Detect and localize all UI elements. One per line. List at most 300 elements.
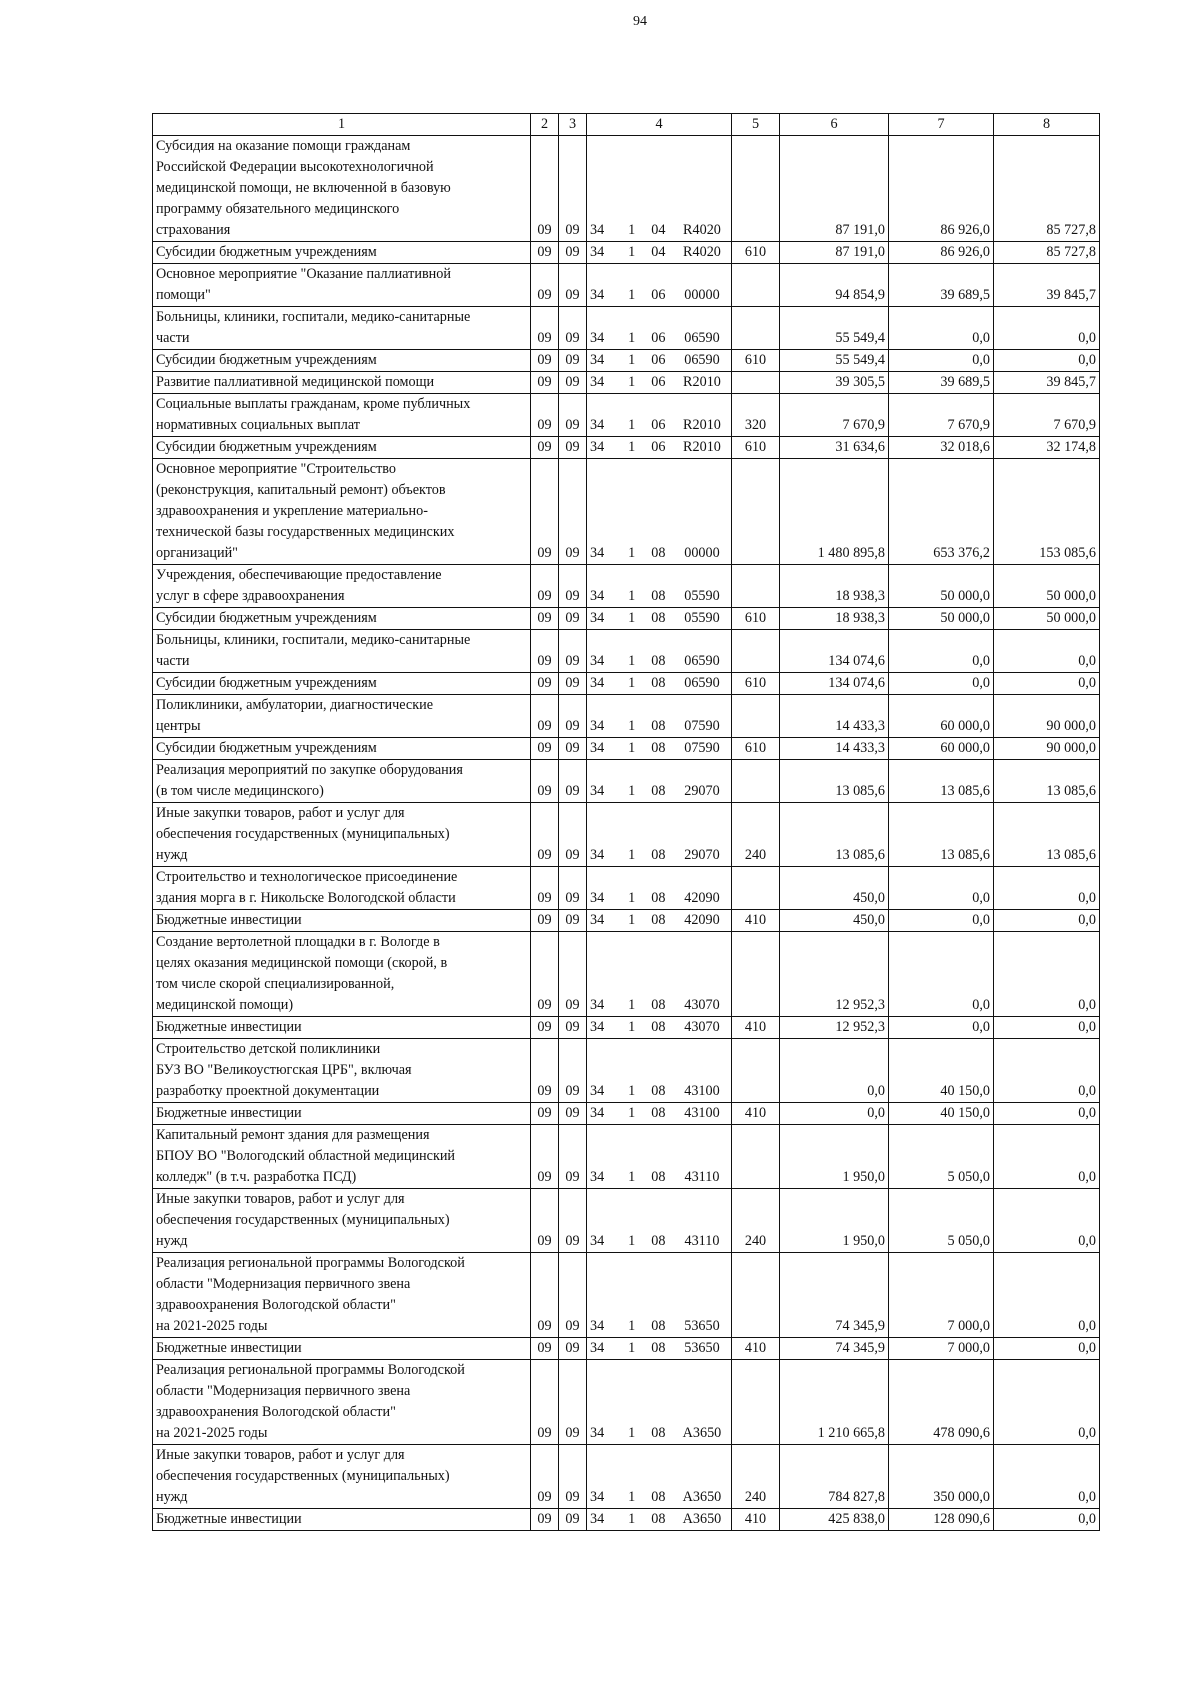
row-name-line: Социальные выплаты гражданам, кроме публичных bbox=[156, 396, 471, 412]
amount-col8: 0,0 bbox=[994, 867, 1100, 910]
amount-col8: 0,0 bbox=[994, 1103, 1100, 1125]
row-name-cell bbox=[153, 673, 531, 695]
row-name-line: БУЗ ВО "Великоустюгская ЦРБ", включая bbox=[156, 1062, 412, 1078]
target-code-part: 08 bbox=[651, 1169, 666, 1185]
amount-col8: 85 727,8 bbox=[994, 136, 1100, 242]
target-code-part: 34 bbox=[590, 653, 605, 669]
table-row bbox=[153, 459, 1100, 565]
row-name-line: области "Модернизация первичного звена bbox=[156, 1383, 411, 1399]
target-code-part: 1 bbox=[628, 783, 636, 799]
target-code-part: 53650 bbox=[684, 1340, 720, 1356]
target-code-part: 53650 bbox=[684, 1318, 720, 1334]
code-col3: 09 bbox=[559, 372, 587, 394]
target-code-cell bbox=[587, 307, 732, 350]
amount-col7: 40 150,0 bbox=[889, 1039, 994, 1103]
target-code-part: 34 bbox=[590, 847, 605, 863]
row-name-line: Строительство и технологическое присоединение bbox=[156, 869, 458, 885]
expense-type-cell: 240 bbox=[732, 1445, 780, 1509]
code-col3: 09 bbox=[559, 242, 587, 264]
target-code-part: 43070 bbox=[684, 1019, 720, 1035]
target-code-cell bbox=[587, 738, 732, 760]
code-col2: 09 bbox=[531, 1253, 559, 1338]
row-name-cell bbox=[153, 803, 531, 867]
target-code-part: 08 bbox=[651, 912, 666, 928]
target-code-part: 08 bbox=[651, 997, 666, 1013]
amount-col8: 0,0 bbox=[994, 1039, 1100, 1103]
target-code-cell bbox=[587, 242, 732, 264]
expense-type-cell bbox=[732, 136, 780, 242]
code-col2: 09 bbox=[531, 932, 559, 1017]
amount-col8: 0,0 bbox=[994, 350, 1100, 372]
amount-col7: 7 000,0 bbox=[889, 1338, 994, 1360]
target-code-cell bbox=[587, 1189, 732, 1253]
row-name-cell bbox=[153, 307, 531, 350]
target-code-part: 29070 bbox=[684, 783, 720, 799]
target-code-part: 08 bbox=[651, 653, 666, 669]
row-name-cell bbox=[153, 394, 531, 437]
target-code-part: 00000 bbox=[684, 545, 720, 561]
target-code-part: 06590 bbox=[684, 653, 720, 669]
target-code-cell bbox=[587, 565, 732, 608]
row-name-line: центры bbox=[156, 718, 201, 734]
row-name-cell bbox=[153, 437, 531, 459]
target-code-part: 43110 bbox=[684, 1233, 720, 1249]
page-number: 94 bbox=[633, 14, 647, 29]
row-name-cell bbox=[153, 910, 531, 932]
target-code-part: 06590 bbox=[684, 330, 720, 346]
amount-col8: 39 845,7 bbox=[994, 264, 1100, 307]
target-code-part: 1 bbox=[628, 588, 636, 604]
row-name-line: том числе скорой специализированной, bbox=[156, 976, 395, 992]
target-code-part: 34 bbox=[590, 244, 605, 260]
target-code-part: 08 bbox=[651, 1511, 666, 1527]
header-cell: 7 bbox=[889, 114, 994, 136]
row-name-cell bbox=[153, 1189, 531, 1253]
code-col3: 09 bbox=[559, 264, 587, 307]
code-col3: 09 bbox=[559, 803, 587, 867]
row-name-line: БПОУ ВО "Вологодский областной медицинский bbox=[156, 1148, 456, 1164]
target-code-part: 08 bbox=[651, 890, 666, 906]
header-cell: 6 bbox=[780, 114, 889, 136]
target-code-part: А3650 bbox=[682, 1489, 722, 1505]
target-code-part: 1 bbox=[628, 997, 636, 1013]
target-code-cell bbox=[587, 1253, 732, 1338]
table-row bbox=[153, 1103, 1100, 1125]
target-code-part: 08 bbox=[651, 1489, 666, 1505]
row-name-line: Субсидии бюджетным учреждениям bbox=[156, 244, 377, 260]
header-cell: 1 bbox=[153, 114, 531, 136]
row-name-line: на 2021-2025 годы bbox=[156, 1425, 268, 1441]
amount-col6: 87 191,0 bbox=[780, 136, 889, 242]
table-row bbox=[153, 608, 1100, 630]
table-row bbox=[153, 136, 1100, 242]
code-col2: 09 bbox=[531, 1039, 559, 1103]
amount-col6: 450,0 bbox=[780, 910, 889, 932]
table-row bbox=[153, 803, 1100, 867]
row-name-cell bbox=[153, 1017, 531, 1039]
target-code-part: 34 bbox=[590, 330, 605, 346]
target-code-part: 06 bbox=[651, 352, 666, 368]
target-code-part: 1 bbox=[628, 1019, 636, 1035]
target-code-part: 07590 bbox=[684, 740, 720, 756]
expense-type-cell: 240 bbox=[732, 1189, 780, 1253]
target-code-part: 43070 bbox=[684, 997, 720, 1013]
row-name-line: нужд bbox=[156, 847, 188, 863]
row-name-line: области "Модернизация первичного звена bbox=[156, 1276, 411, 1292]
row-name-line: услуг в сфере здравоохранения bbox=[156, 588, 345, 604]
code-col2: 09 bbox=[531, 1189, 559, 1253]
table-row bbox=[153, 1125, 1100, 1189]
amount-col8: 0,0 bbox=[994, 910, 1100, 932]
target-code-part: 1 bbox=[628, 439, 636, 455]
target-code-cell bbox=[587, 803, 732, 867]
row-name-cell bbox=[153, 242, 531, 264]
amount-col7: 0,0 bbox=[889, 307, 994, 350]
target-code-cell bbox=[587, 1017, 732, 1039]
target-code-part: 34 bbox=[590, 439, 605, 455]
target-code-part: 1 bbox=[628, 740, 636, 756]
amount-col6: 425 838,0 bbox=[780, 1509, 889, 1531]
code-col2: 09 bbox=[531, 350, 559, 372]
target-code-cell bbox=[587, 264, 732, 307]
code-col2: 09 bbox=[531, 459, 559, 565]
code-col3: 09 bbox=[559, 394, 587, 437]
amount-col6: 134 074,6 bbox=[780, 673, 889, 695]
target-code-part: 08 bbox=[651, 1083, 666, 1099]
row-name-line: Реализация региональной программы Вологодской bbox=[156, 1255, 465, 1271]
code-col2: 09 bbox=[531, 1509, 559, 1531]
table-row bbox=[153, 760, 1100, 803]
target-code-part: 1 bbox=[628, 1169, 636, 1185]
target-code-part: 1 bbox=[628, 1233, 636, 1249]
row-name-line: здравоохранения и укрепление материально- bbox=[156, 503, 428, 519]
code-col2: 09 bbox=[531, 867, 559, 910]
target-code-part: 34 bbox=[590, 352, 605, 368]
amount-col7: 5 050,0 bbox=[889, 1125, 994, 1189]
target-code-part: R2010 bbox=[683, 374, 721, 390]
code-col2: 09 bbox=[531, 437, 559, 459]
target-code-part: 34 bbox=[590, 675, 605, 691]
amount-col7: 653 376,2 bbox=[889, 459, 994, 565]
table-row bbox=[153, 738, 1100, 760]
target-code-part: 08 bbox=[651, 1318, 666, 1334]
row-name-line: Бюджетные инвестиции bbox=[156, 1105, 302, 1121]
amount-col8: 32 174,8 bbox=[994, 437, 1100, 459]
target-code-part: 1 bbox=[628, 374, 636, 390]
expense-type-cell: 410 bbox=[732, 1338, 780, 1360]
code-col2: 09 bbox=[531, 1103, 559, 1125]
row-name-cell bbox=[153, 630, 531, 673]
row-name-line: Российской Федерации высокотехнологичной bbox=[156, 159, 434, 175]
target-code-cell bbox=[587, 459, 732, 565]
row-name-line: Основное мероприятие "Строительство bbox=[156, 461, 396, 477]
amount-col8: 50 000,0 bbox=[994, 608, 1100, 630]
target-code-part: 08 bbox=[651, 740, 666, 756]
code-col2: 09 bbox=[531, 1017, 559, 1039]
amount-col8: 0,0 bbox=[994, 1017, 1100, 1039]
table-row bbox=[153, 1017, 1100, 1039]
target-code-part: 34 bbox=[590, 1019, 605, 1035]
code-col3: 09 bbox=[559, 932, 587, 1017]
amount-col6: 55 549,4 bbox=[780, 307, 889, 350]
target-code-part: 34 bbox=[590, 1489, 605, 1505]
target-code-cell bbox=[587, 1360, 732, 1445]
expense-type-cell: 610 bbox=[732, 608, 780, 630]
target-code-part: 34 bbox=[590, 1169, 605, 1185]
amount-col6: 12 952,3 bbox=[780, 1017, 889, 1039]
row-name-line: на 2021-2025 годы bbox=[156, 1318, 268, 1334]
expense-type-cell: 610 bbox=[732, 242, 780, 264]
row-name-line: разработку проектной документации bbox=[156, 1083, 380, 1099]
table-row bbox=[153, 350, 1100, 372]
row-name-line: здравоохранения Вологодской области" bbox=[156, 1297, 396, 1313]
amount-col8: 153 085,6 bbox=[994, 459, 1100, 565]
amount-col6: 39 305,5 bbox=[780, 372, 889, 394]
amount-col6: 450,0 bbox=[780, 867, 889, 910]
target-code-part: 34 bbox=[590, 890, 605, 906]
row-name-line: Больницы, клиники, госпитали, медико-санитарные bbox=[156, 632, 471, 648]
code-col2: 09 bbox=[531, 630, 559, 673]
row-name-line: Создание вертолетной площадки в г. Вологде в bbox=[156, 934, 440, 950]
code-col3: 09 bbox=[559, 738, 587, 760]
row-name-line: здания морга в г. Никольске Вологодской области bbox=[156, 890, 456, 906]
amount-col8: 0,0 bbox=[994, 1125, 1100, 1189]
target-code-part: 08 bbox=[651, 1425, 666, 1441]
code-col3: 09 bbox=[559, 1253, 587, 1338]
row-name-cell bbox=[153, 350, 531, 372]
target-code-part: 34 bbox=[590, 1318, 605, 1334]
row-name-line: технической базы государственных медицинских bbox=[156, 524, 455, 540]
row-name-line: колледж" (в т.ч. разработка ПСД) bbox=[156, 1169, 357, 1185]
row-name-cell bbox=[153, 738, 531, 760]
amount-col6: 13 085,6 bbox=[780, 803, 889, 867]
amount-col6: 18 938,3 bbox=[780, 608, 889, 630]
table-row bbox=[153, 910, 1100, 932]
code-col3: 09 bbox=[559, 910, 587, 932]
amount-col6: 1 950,0 bbox=[780, 1125, 889, 1189]
table-row bbox=[153, 673, 1100, 695]
row-name-line: нормативных социальных выплат bbox=[156, 417, 360, 433]
table-row bbox=[153, 1445, 1100, 1509]
target-code-part: 06 bbox=[651, 330, 666, 346]
header-cell: 4 bbox=[587, 114, 732, 136]
amount-col7: 86 926,0 bbox=[889, 242, 994, 264]
target-code-part: 34 bbox=[590, 610, 605, 626]
row-name-line: Реализация региональной программы Вологодской bbox=[156, 1362, 465, 1378]
row-name-line: Развитие паллиативной медицинской помощи bbox=[156, 374, 435, 390]
target-code-part: 1 bbox=[628, 718, 636, 734]
code-col2: 09 bbox=[531, 1338, 559, 1360]
amount-col6: 55 549,4 bbox=[780, 350, 889, 372]
table-row bbox=[153, 932, 1100, 1017]
target-code-cell bbox=[587, 1338, 732, 1360]
row-name-cell bbox=[153, 1338, 531, 1360]
amount-col6: 1 950,0 bbox=[780, 1189, 889, 1253]
target-code-cell bbox=[587, 1445, 732, 1509]
expense-type-cell bbox=[732, 630, 780, 673]
amount-col8: 13 085,6 bbox=[994, 803, 1100, 867]
code-col2: 09 bbox=[531, 910, 559, 932]
expense-type-cell: 410 bbox=[732, 1509, 780, 1531]
row-name-line: нужд bbox=[156, 1489, 188, 1505]
amount-col7: 60 000,0 bbox=[889, 695, 994, 738]
target-code-cell bbox=[587, 394, 732, 437]
target-code-part: 1 bbox=[628, 1489, 636, 1505]
amount-col6: 14 433,3 bbox=[780, 738, 889, 760]
expense-type-cell bbox=[732, 867, 780, 910]
code-col2: 09 bbox=[531, 264, 559, 307]
row-name-line: Бюджетные инвестиции bbox=[156, 1340, 302, 1356]
code-col3: 09 bbox=[559, 1509, 587, 1531]
table-row bbox=[153, 307, 1100, 350]
amount-col7: 39 689,5 bbox=[889, 372, 994, 394]
table-row bbox=[153, 242, 1100, 264]
target-code-part: 1 bbox=[628, 653, 636, 669]
expense-type-cell: 610 bbox=[732, 673, 780, 695]
code-col3: 09 bbox=[559, 673, 587, 695]
header-cell: 8 bbox=[994, 114, 1100, 136]
amount-col7: 50 000,0 bbox=[889, 608, 994, 630]
row-name-line: Иные закупки товаров, работ и услуг для bbox=[156, 1191, 405, 1207]
row-name-line: части bbox=[156, 330, 190, 346]
row-name-cell bbox=[153, 867, 531, 910]
target-code-part: 08 bbox=[651, 1340, 666, 1356]
code-col3: 09 bbox=[559, 1017, 587, 1039]
target-code-part: А3650 bbox=[682, 1511, 722, 1527]
target-code-part: 42090 bbox=[684, 890, 720, 906]
target-code-part: 1 bbox=[628, 610, 636, 626]
expense-type-cell bbox=[732, 1360, 780, 1445]
code-col3: 09 bbox=[559, 1103, 587, 1125]
target-code-cell bbox=[587, 760, 732, 803]
code-col3: 09 bbox=[559, 437, 587, 459]
code-col3: 09 bbox=[559, 1360, 587, 1445]
amount-col8: 0,0 bbox=[994, 1360, 1100, 1445]
target-code-cell bbox=[587, 932, 732, 1017]
target-code-part: 08 bbox=[651, 588, 666, 604]
amount-col7: 0,0 bbox=[889, 673, 994, 695]
target-code-part: 04 bbox=[651, 222, 666, 238]
amount-col7: 13 085,6 bbox=[889, 760, 994, 803]
table-row bbox=[153, 630, 1100, 673]
amount-col7: 478 090,6 bbox=[889, 1360, 994, 1445]
target-code-part: 42090 bbox=[684, 912, 720, 928]
amount-col8: 0,0 bbox=[994, 630, 1100, 673]
row-name-line: Субсидии бюджетным учреждениям bbox=[156, 439, 377, 455]
target-code-part: 06590 bbox=[684, 352, 720, 368]
expense-type-cell bbox=[732, 565, 780, 608]
amount-col8: 0,0 bbox=[994, 1338, 1100, 1360]
target-code-part: 07590 bbox=[684, 718, 720, 734]
target-code-part: 06 bbox=[651, 439, 666, 455]
target-code-cell bbox=[587, 350, 732, 372]
row-name-line: части bbox=[156, 653, 190, 669]
target-code-part: 43110 bbox=[684, 1169, 720, 1185]
target-code-part: А3650 bbox=[682, 1425, 722, 1441]
amount-col7: 7 670,9 bbox=[889, 394, 994, 437]
row-name-cell bbox=[153, 1253, 531, 1338]
code-col3: 09 bbox=[559, 459, 587, 565]
target-code-part: 34 bbox=[590, 783, 605, 799]
budget-table bbox=[152, 113, 1100, 1531]
table-row bbox=[153, 437, 1100, 459]
code-col2: 09 bbox=[531, 738, 559, 760]
table-row bbox=[153, 867, 1100, 910]
table-row bbox=[153, 1509, 1100, 1531]
code-col2: 09 bbox=[531, 394, 559, 437]
amount-col7: 7 000,0 bbox=[889, 1253, 994, 1338]
header-cell: 5 bbox=[732, 114, 780, 136]
amount-col8: 85 727,8 bbox=[994, 242, 1100, 264]
expense-type-cell: 410 bbox=[732, 910, 780, 932]
amount-col7: 0,0 bbox=[889, 867, 994, 910]
row-name-line: Субсидии бюджетным учреждениям bbox=[156, 740, 377, 756]
code-col3: 09 bbox=[559, 867, 587, 910]
target-code-cell bbox=[587, 1509, 732, 1531]
expense-type-cell bbox=[732, 1039, 780, 1103]
target-code-part: 34 bbox=[590, 588, 605, 604]
target-code-part: 05590 bbox=[684, 610, 720, 626]
amount-col7: 86 926,0 bbox=[889, 136, 994, 242]
row-name-line: Бюджетные инвестиции bbox=[156, 1019, 302, 1035]
amount-col7: 0,0 bbox=[889, 630, 994, 673]
target-code-part: 00000 bbox=[684, 287, 720, 303]
target-code-cell bbox=[587, 867, 732, 910]
amount-col7: 13 085,6 bbox=[889, 803, 994, 867]
table-row bbox=[153, 695, 1100, 738]
target-code-cell bbox=[587, 1103, 732, 1125]
amount-col6: 7 670,9 bbox=[780, 394, 889, 437]
target-code-part: 1 bbox=[628, 1083, 636, 1099]
target-code-part: 04 bbox=[651, 244, 666, 260]
target-code-part: 34 bbox=[590, 417, 605, 433]
row-name-line: программу обязательного медицинского bbox=[156, 201, 400, 217]
target-code-part: 34 bbox=[590, 222, 605, 238]
row-name-line: (в том числе медицинского) bbox=[156, 783, 324, 799]
row-name-cell bbox=[153, 1445, 531, 1509]
table-row bbox=[153, 394, 1100, 437]
target-code-part: 06 bbox=[651, 417, 666, 433]
row-name-cell bbox=[153, 1103, 531, 1125]
target-code-part: 34 bbox=[590, 740, 605, 756]
target-code-part: 1 bbox=[628, 287, 636, 303]
target-code-part: 08 bbox=[651, 1019, 666, 1035]
expense-type-cell: 240 bbox=[732, 803, 780, 867]
amount-col7: 40 150,0 bbox=[889, 1103, 994, 1125]
target-code-part: 1 bbox=[628, 1511, 636, 1527]
code-col3: 09 bbox=[559, 1445, 587, 1509]
row-name-cell bbox=[153, 1039, 531, 1103]
target-code-part: R2010 bbox=[683, 417, 721, 433]
target-code-part: 34 bbox=[590, 1425, 605, 1441]
row-name-line: помощи" bbox=[156, 287, 211, 303]
row-name-cell bbox=[153, 760, 531, 803]
amount-col6: 74 345,9 bbox=[780, 1253, 889, 1338]
amount-col6: 31 634,6 bbox=[780, 437, 889, 459]
row-name-line: целях оказания медицинской помощи (скорой, в bbox=[156, 955, 448, 971]
target-code-cell bbox=[587, 136, 732, 242]
code-col3: 09 bbox=[559, 565, 587, 608]
table-row bbox=[153, 565, 1100, 608]
target-code-cell bbox=[587, 1039, 732, 1103]
header-cell: 3 bbox=[559, 114, 587, 136]
row-name-cell bbox=[153, 565, 531, 608]
row-name-line: Субсидии бюджетным учреждениям bbox=[156, 352, 377, 368]
row-name-line: Иные закупки товаров, работ и услуг для bbox=[156, 805, 405, 821]
target-code-cell bbox=[587, 1125, 732, 1189]
amount-col6: 1 480 895,8 bbox=[780, 459, 889, 565]
amount-col7: 0,0 bbox=[889, 1017, 994, 1039]
